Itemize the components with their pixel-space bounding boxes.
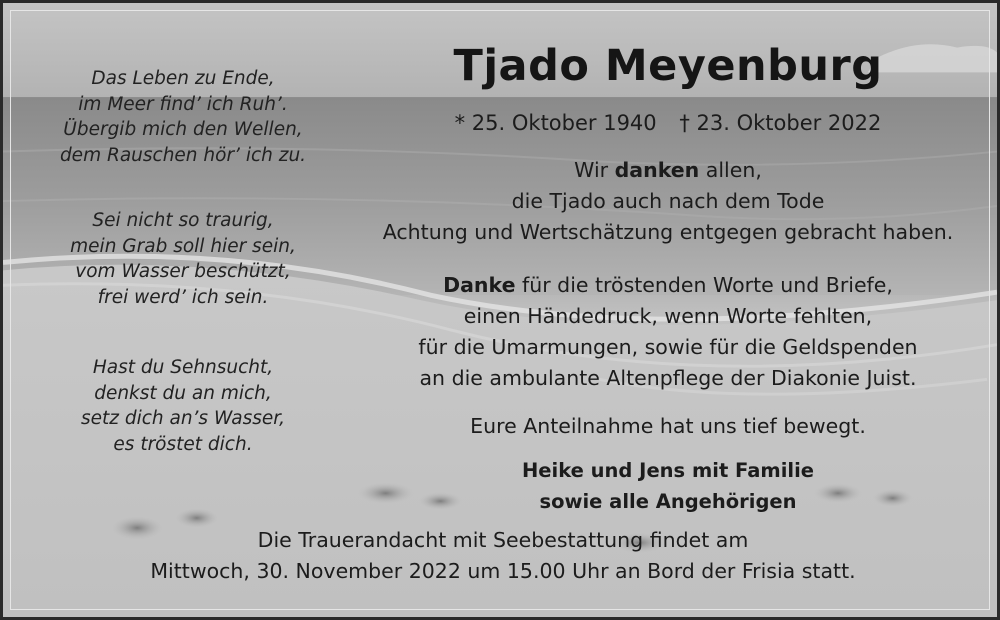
thanks-paragraph-1: [333, 155, 1000, 248]
poem-line: vom Wasser beschützt,: [75, 261, 291, 282]
thanks-line: [333, 270, 1000, 301]
signers: [433, 455, 903, 517]
emphasis-danken: danken: [614, 158, 700, 182]
poem-line: im Meer find’ ich Ruh’.: [78, 93, 288, 115]
service-line: Mittwoch, 30. November 2022 um 15.00 Uhr an Bord der Frisia statt.: [150, 559, 856, 583]
poem-stanza-2: [43, 208, 323, 310]
poem-line: frei werd’ ich sein.: [97, 286, 269, 308]
poem-line: mein Grab soll hier sein,: [70, 235, 296, 257]
birth-date: * 25. Oktober 1940: [454, 111, 657, 135]
signer-line: sowie alle Angehörigen: [539, 490, 797, 513]
closing-line: [333, 411, 1000, 442]
thanks-line: die Tjado auch nach dem Tode: [511, 189, 825, 213]
poem-line: denkst du an mich,: [94, 382, 272, 404]
signer-line: Heike und Jens mit Familie: [521, 459, 814, 482]
service-line: Die Trauerandacht mit Seebestattung findet am: [257, 528, 749, 552]
poem-line: Das Leben zu Ende,: [91, 68, 275, 89]
emphasis-danke: Danke: [443, 273, 516, 297]
poem-line: Sei nicht so traurig,: [92, 210, 274, 231]
service-announcement: [3, 525, 1000, 587]
text-span: für die tröstenden Worte und Briefe,: [515, 273, 893, 297]
poem-line: es tröstet dich.: [113, 433, 253, 455]
poem-line: Hast du Sehnsucht,: [92, 357, 274, 378]
text-span: allen,: [699, 158, 762, 182]
deceased-name: Tjado Meyenburg: [453, 41, 883, 91]
thanks-line: [333, 155, 1000, 186]
poem-line: setz dich an’s Wasser,: [80, 408, 286, 429]
life-dates: [423, 111, 913, 135]
thanks-line: an die ambulante Altenpflege der Diakonie Juist.: [419, 366, 917, 390]
thanks-line: einen Händedruck, wenn Worte fehlten,: [463, 304, 873, 328]
closing-text: Eure Anteilnahme hat uns tief bewegt.: [470, 414, 866, 438]
poem-line: Übergib mich den Wellen,: [63, 119, 303, 140]
text-span: Wir: [574, 158, 615, 182]
death-date: † 23. Oktober 2022: [679, 111, 882, 135]
thanks-paragraph-2: [333, 270, 1000, 394]
poem-line: dem Rauschen hör’ ich zu.: [59, 144, 307, 166]
poem-stanza-3: [43, 355, 323, 457]
thanks-line: Achtung und Wertschätzung entgegen gebracht haben.: [382, 220, 954, 244]
poem-stanza-1: [43, 66, 323, 168]
thanks-line: für die Umarmungen, sowie für die Geldspenden: [418, 335, 918, 359]
